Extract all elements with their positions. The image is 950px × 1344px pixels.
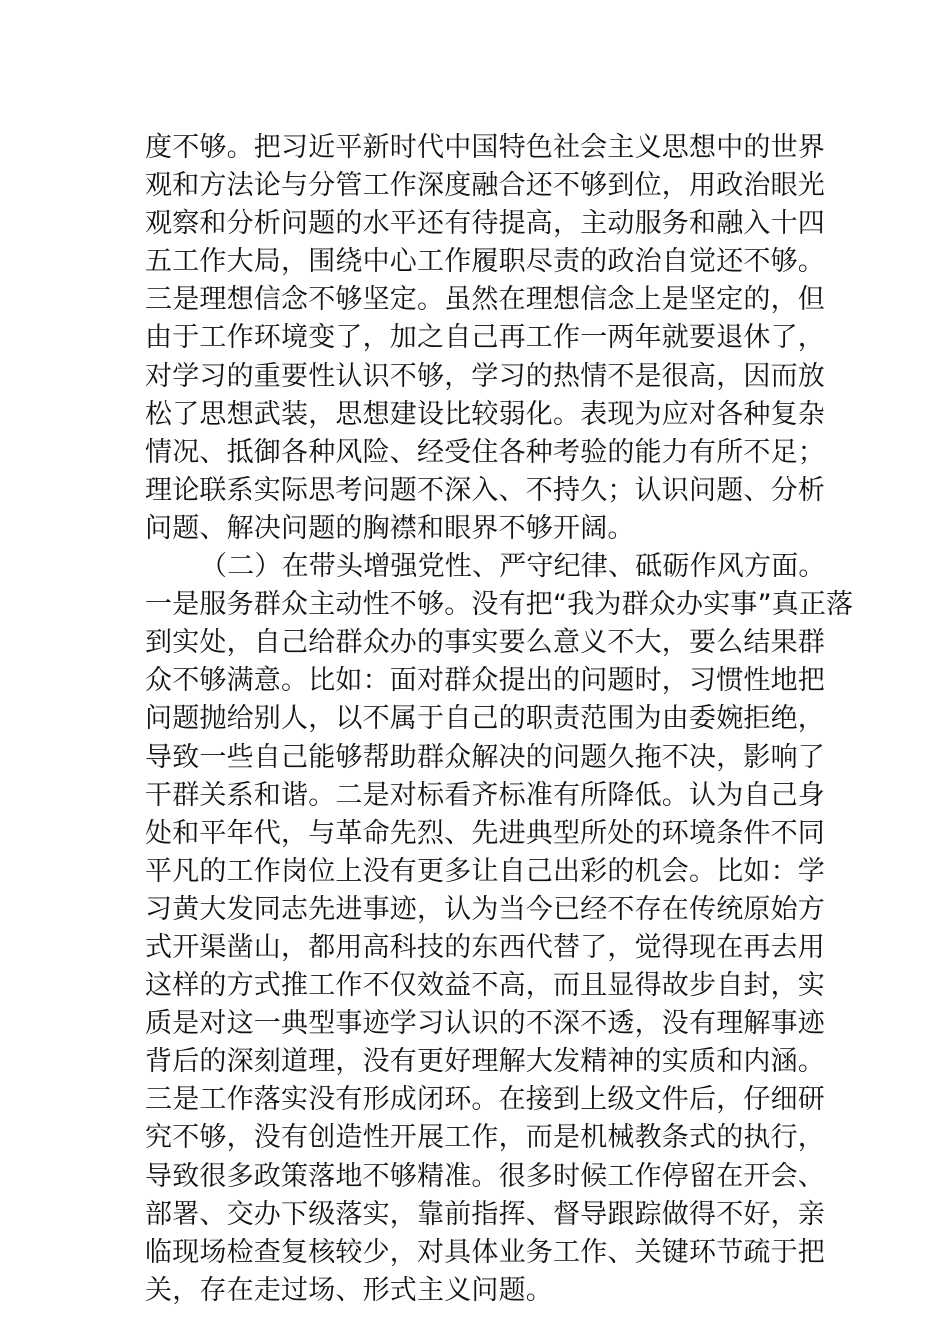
- text-line: 度不够。把习近平新时代中国特色社会主义思想中的世界: [145, 132, 825, 163]
- text-line: 松了思想武装，思想建设比较弱化。表现为应对各种复杂: [145, 398, 825, 430]
- text-line: 式开渠凿山，都用高科技的东西代替了，觉得现在再去用: [145, 931, 825, 963]
- text-line: 对学习的重要性认识不够，学习的热情不是很高，因而放: [145, 360, 825, 392]
- text-line: 习黄大发同志先进事迹，认为当今已经不存在传统原始方: [145, 893, 825, 925]
- text-line: 观和方法论与分管工作深度融合还不够到位，用政治眼光: [145, 170, 825, 202]
- section-heading: （二）在带头增强党性、严守纪律、砥砺作风方面。: [200, 551, 826, 583]
- text-line: 处和平年代，与革命先烈、先进典型所处的环境条件不同: [145, 817, 825, 849]
- text-line: 平凡的工作岗位上没有更多让自己出彩的机会。比如：学: [145, 855, 825, 887]
- text-line: 导致很多政策落地不够精准。很多时候工作停留在开会、: [145, 1160, 825, 1192]
- text-line: 这样的方式推工作不仅效益不高，而且显得故步自封，实: [145, 970, 825, 1002]
- text-line: 背后的深刻道理，没有更好理解大发精神的实质和内涵。: [145, 1046, 825, 1078]
- text-line: 干群关系和谐。二是对标看齐标准有所降低。认为自己身: [145, 779, 825, 811]
- text-line: 究不够，没有创造性开展工作，而是机械教条式的执行，: [145, 1122, 825, 1154]
- text-line: 观察和分析问题的水平还有待提高，主动服务和融入十四: [145, 208, 825, 240]
- text-line: 情况、抵御各种风险、经受住各种考验的能力有所不足；: [145, 436, 825, 468]
- text-line: 关，存在走过场、形式主义问题。: [145, 1274, 553, 1306]
- text-line: 由于工作环境变了，加之自己再工作一两年就要退休了，: [145, 322, 825, 354]
- text-line: 临现场检查复核较少，对具体业务工作、关键环节疏于把: [145, 1236, 825, 1268]
- text-line: 导致一些自己能够帮助群众解决的问题久拖不决，影响了: [145, 741, 825, 773]
- text-line: 一是服务群众主动性不够。没有把“我为群众办实事”真正落: [145, 589, 854, 621]
- text-line: 部署、交办下级落实，靠前指挥、督导跟踪做得不好，亲: [145, 1198, 825, 1230]
- text-line: 问题抛给别人，以不属于自己的职责范围为由委婉拒绝，: [145, 703, 825, 735]
- text-line: 质是对这一典型事迹学习认识的不深不透，没有理解事迹: [145, 1008, 825, 1040]
- text-line: 理论联系实际思考问题不深入、不持久；认识问题、分析: [145, 474, 825, 506]
- body-text: [145, 129, 854, 1310]
- text-line: 三是工作落实没有形成闭环。在接到上级文件后，仔细研: [145, 1084, 825, 1116]
- text-line: 到实处，自己给群众办的事实要么意义不大，要么结果群: [145, 627, 825, 659]
- text-line: 五工作大局，围绕中心工作履职尽责的政治自觉还不够。: [145, 246, 825, 278]
- text-line: 三是理想信念不够坚定。虽然在理想信念上是坚定的，但: [145, 284, 825, 316]
- text-line: 众不够满意。比如：面对群众提出的问题时，习惯性地把: [145, 665, 825, 697]
- text-line: 问题、解决问题的胸襟和眼界不够开阔。: [145, 512, 635, 544]
